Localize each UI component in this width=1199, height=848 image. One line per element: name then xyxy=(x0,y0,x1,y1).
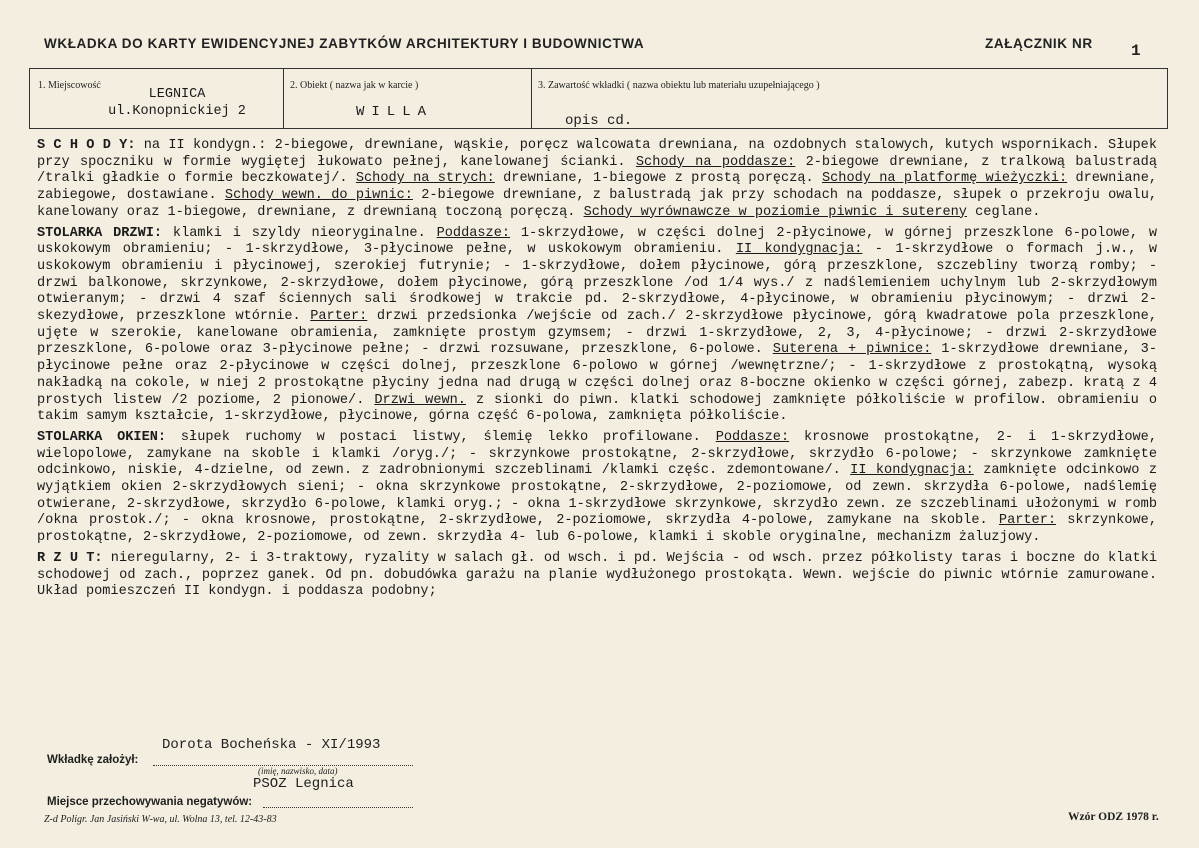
section-text: ceglane. xyxy=(966,204,1041,220)
zawartosc-label: 3. Zawartość wkładki ( nazwa obiektu lub materiału uzupełniającego ) xyxy=(538,80,820,91)
subheading: Schody na strych: xyxy=(355,171,495,187)
section-text: 1-skrzydłowe, w części dolnej 2-płycinowe, w górnej przeszklone 6-polowe, w uskokowym obramieniu; - 1-skrzydłowe, 3-płycinowe pełne, w uskokowym obramieniu. xyxy=(37,225,1157,258)
section-lead: STOLARKA OKIEN: xyxy=(37,429,167,445)
card-title: WKŁADKA DO KARTY EWIDENCYJNEJ ZABYTKÓW ARCHITEKTURY I BUDOWNICTWA xyxy=(44,36,645,51)
subheading: Drzwi wewn. xyxy=(374,392,466,408)
form-code: Wzór ODZ 1978 r. xyxy=(1068,811,1159,823)
section-text: krosnowe prostokątne, 2- i 1-skrzydłowe, wielopolowe, zamykane na skoble i klamki /oryg./; - skrzynkowe prostokątne, 2-skrzydłowe, skrzydło 6-polowe; - skrzynkowe zamknięte odcinkowo, niskie, 4-dzielne, od zewn. z zadrobnionymi szczeblinami /klamki częśc. zdemontowane/. xyxy=(37,429,1157,479)
section-text: z sionki do piwn. klatki schodowej zamknięte półkoliście w profilow. obramieniu o takim samym kształcie, 1-skrzydłowe, płycinowe, górna część 6-polowa, zamknięta półkoliście. xyxy=(37,392,1157,425)
zawartosc-value: opis cd. xyxy=(565,113,633,129)
subheading: Parter: xyxy=(998,513,1057,529)
section-text: słupek ruchomy w postaci listwy, ślemię lekko profilowane. xyxy=(166,429,716,445)
section-text: skrzynkowe, prostokątne, 2-skrzydłowe, 2-poziomowe, od zewn. skrzydła 4- lub 6-polowe, klamki i skoble oryginalne, mechanizm żaluzjowy. xyxy=(37,513,1157,546)
field-divider xyxy=(283,68,284,128)
section-rzut xyxy=(37,551,1157,601)
section-stolarka-okien xyxy=(37,430,1157,547)
section-text: drewniane, zabiegowe, dostawiane. xyxy=(37,171,1158,204)
negatives-dotted-line xyxy=(263,807,413,808)
author-hint: (imię, nazwisko, data) xyxy=(258,766,338,776)
section-lead: S C H O D Y: xyxy=(37,138,136,153)
negatives-label: Miejsce przechowywania negatywów: xyxy=(47,796,253,808)
section-text: - 1-skrzydłowe o formach j.w., w uskokowym obramieniu i płycinowej, szerokiej futrynie; - 1-skrzydłowe, dołem płycinowe, górą przeszklone, szczebliny tworzą romby; - drzwi balkonowe, skrzynkowe, 2-skrzydłowe, dołem płycinowe, górą przeszklone /od 1/4 wys./ z nadślemieniem uchylnym lub 2-skrzydłowym otwieranym; - drzwi 4 szaf ściennych sali środkowej w trakcie pd. 2-skrzydłowe, 4-płycinowe, w obramieniu płycinowym; - drzwi 2-skezydłowe, przeszklone wtórnie. xyxy=(37,242,1157,325)
section-text: drzwi przedsionka /wejście od zach./ 2-skrzydłowe płycinowe, górą kwadratowe pola przeszklone, ujęte w szerokie, kanelowane obramienia, zamknięte prostym gzymsem; - drzwi 1-skrzydłowe, 2, 3, 4-płycinowe; - drzwi 2-skrzydłowe przeszklone, 6-polowe oraz 3-płycinowe pełne; - drzwi rozsuwane, przeszklone, 6-polowe. xyxy=(37,309,1157,358)
printer-imprint: Z-d Poligr. Jan Jasiński W-wa, ul. Wolna 13, tel. 12-43-83 xyxy=(44,814,277,825)
section-lead: STOLARKA DRZWI: xyxy=(37,225,163,241)
subheading: Schody wyrównawcze w poziomie piwnic i sutereny xyxy=(583,204,967,220)
subheading: Schody na platformę wieżyczki: xyxy=(821,171,1068,187)
subheading: Poddasze: xyxy=(715,429,790,445)
section-lead: R Z U T: xyxy=(37,550,103,566)
miejscowosc-label: 1. Miejscowość xyxy=(38,80,101,91)
section-schody xyxy=(37,138,1157,222)
author-organization: PSOZ Legnica xyxy=(253,776,354,792)
subheading: Schody na poddasze: xyxy=(635,154,796,170)
section-text: klamki i szyldy nieoryginalne. xyxy=(162,225,437,241)
section-text: drewniane, 1-biegowe z prostą poręczą. xyxy=(494,171,822,187)
section-text: nieregularny, 2- i 3-traktowy, ryzality w salach gł. od wsch. i pd. Wejścia - od wsch. przez półkolisty taras i boczne do klatki schodowej od zach., poprzez ganek. Od pn. dobudówka garażu na planie wydłużonego prostokąta. Wewn. wejście do piwnic wtórnie zamurowane. Układ pomieszczeń II kondygn. i poddasza podobny; xyxy=(37,550,1158,600)
subheading: Suterena + piwnice: xyxy=(772,342,932,358)
section-stolarka-drzwi xyxy=(37,226,1157,426)
obiekt-label: 2. Obiekt ( nazwa jak w karcie ) xyxy=(290,80,419,91)
author-signature: Dorota Bocheńska - XI/1993 xyxy=(162,737,381,753)
subheading: Parter: xyxy=(310,309,368,325)
subheading: Poddasze: xyxy=(436,225,511,241)
author-label: Wkładkę założył: xyxy=(47,754,139,766)
field-divider xyxy=(531,68,532,128)
subheading: II kondygnacja: xyxy=(850,463,974,479)
description-body xyxy=(37,138,1157,605)
miejscowosc-value xyxy=(77,86,277,120)
section-text: zamknięte odcinkowo z wyjątkiem okien 2-skrzydłowych sieni; - okna skrzynkowe prostokątne, 2-skrzydłowe, 2-poziomowe, od zewn. skrzydła 6-polowe, nadślemię otwierane, 2-skrzydłowe, skrzydło 6-polowe, klamki oryg.; - okna 1-skrzydłowe skrzynkowe, skrzydło zewn. ze szczeblinami ułożonymi w romb /okna prostok./; - okna krosnowe, prostokątne, 2-skrzydłowe, 2-poziomowe, skrzydła 4-polowe, zamykane na skoble. xyxy=(37,463,1158,529)
subheading: II kondygnacja: xyxy=(735,242,863,258)
street: ul.Konopnickiej 2 xyxy=(108,104,246,119)
section-text: 1-skrzydłowe drewniane, 3-płycinowe pełne oraz 2-płycinowe w części dolnej, przeszklone 6-polowo w górnej /wewnętrzne/; - 1-skrzydłowe z prostokątną, wysoką nakładką na cokole, w niej 2 prostokątne płyciny jedna nad drugą w części dolnej oraz 8-boczne okienko w części górnej, zabezp. kratą z 4 prostych listew /2 poziome, 2 pionowe/. xyxy=(37,342,1157,408)
section-text: na II kondygn.: 2-biegowe, drewniane, wąskie, poręcz walcowata drewniana, na ozdobnych stalowych, kutych wspornikach. Słupek przy spoczniku w formie wygiętej łukowato pełnej, kanelowanej ścianki. xyxy=(37,138,1157,170)
section-text: 2-biegowe drewniane, z tralkową balustradą /tralki gładkie o formie beczkowatej/. xyxy=(37,154,1157,187)
obiekt-value: WILLA xyxy=(356,104,434,120)
city: LEGNICA xyxy=(148,87,206,102)
attachment-number: 1 xyxy=(1131,42,1141,60)
section-text: 2-biegowe drewniane, z balustradą jak przy schodach na poddasze, słupek o przekroju owalu, kanelowany oraz 1-biegowe, drewniane, z drewnianą toczoną poręczą. xyxy=(37,188,1158,220)
attachment-label: ZAŁĄCZNIK NR xyxy=(985,36,1093,51)
subheading: Schody wewn. do piwnic: xyxy=(224,188,413,204)
